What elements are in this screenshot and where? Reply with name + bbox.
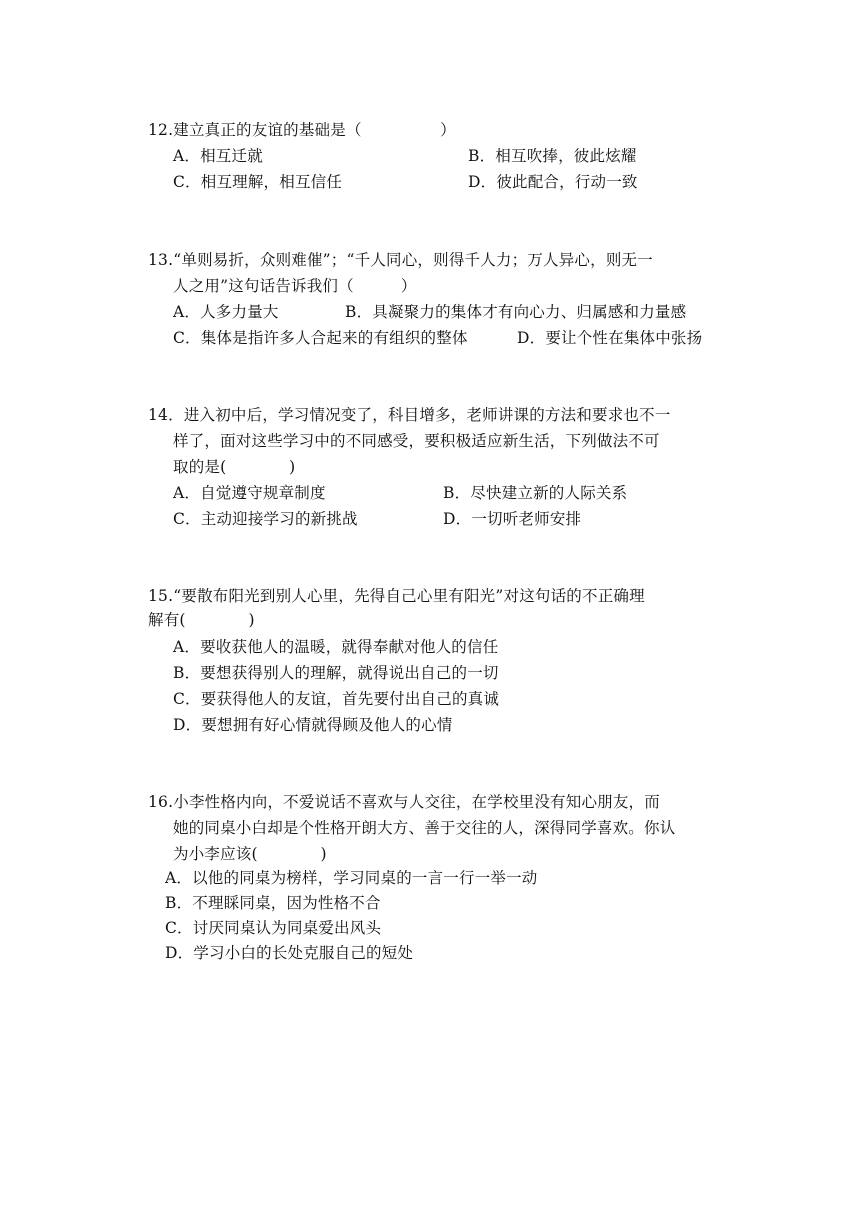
question-14-option-d: D．一切听老师安排 xyxy=(443,510,582,528)
question-12-option-d: D．彼此配合，行动一致 xyxy=(468,173,638,191)
question-15-option-c: C．要获得他人的友谊，首先要付出自己的真诚 xyxy=(173,690,500,708)
question-12-option-c: C．相互理解，相互信任 xyxy=(173,173,343,191)
question-16-option-d: D．学习小白的长处克服自己的短处 xyxy=(165,944,414,962)
question-15-stem-line-1: 15.“要散布阳光到别人心里，先得自己心里有阳光”对这句话的不正确理 xyxy=(148,587,645,605)
question-14-stem-line-1: 14．进入初中后，学习情况变了，科目增多，老师讲课的方法和要求也不一 xyxy=(148,406,671,424)
question-13-option-a: A．人多力量大 xyxy=(173,303,279,321)
question-13-stem-line-2: 人之用”这句话告诉我们（ ） xyxy=(173,277,417,295)
question-16-option-a: A．以他的同桌为榜样，学习同桌的一言一行一举一动 xyxy=(165,869,538,887)
question-14-stem-line-2: 样了，面对这些学习中的不同感受，要积极适应新生活，下列做法不可 xyxy=(173,432,660,450)
question-13-option-d: D．要让个性在集体中张扬 xyxy=(517,329,703,347)
question-13-option-c: C．集体是指许多人合起来的有组织的整体 xyxy=(173,329,468,347)
question-15-option-b: B．要想获得别人的理解，就得说出自己的一切 xyxy=(173,664,499,682)
question-16-option-b: B．不理睬同桌，因为性格不合 xyxy=(165,894,381,912)
question-16-option-c: C．讨厌同桌认为同桌爱出风头 xyxy=(165,919,382,937)
question-16-stem-line-1: 16.小李性格内向，不爱说话不喜欢与人交往，在学校里没有知心朋友，而 xyxy=(148,793,660,811)
question-15-stem-line-2: 解有( ) xyxy=(148,611,255,629)
question-14-stem-line-3: 取的是( ) xyxy=(173,458,296,476)
question-14-option-b: B．尽快建立新的人际关系 xyxy=(443,484,628,502)
question-16-stem-line-3: 为小李应该( ) xyxy=(173,845,327,863)
question-15-option-d: D．要想拥有好心情就得顾及他人的心情 xyxy=(173,716,453,734)
question-15-option-a: A．要收获他人的温暖，就得奉献对他人的信任 xyxy=(173,638,499,656)
question-12-stem-line-1: 12.建立真正的友谊的基础是（ ） xyxy=(148,121,456,139)
question-12-option-b: B．相互吹捧，彼此炫耀 xyxy=(468,147,637,165)
question-16-stem-line-2: 她的同桌小白却是个性格开朗大方、善于交往的人，深得同学喜欢。你认 xyxy=(173,819,676,837)
question-14-option-c: C．主动迎接学习的新挑战 xyxy=(173,510,358,528)
question-14-option-a: A．自觉遵守规章制度 xyxy=(173,484,326,502)
question-13-option-b: B．具凝聚力的集体才有向心力、归属感和力量感 xyxy=(345,303,687,321)
question-12-option-a: A．相互迁就 xyxy=(173,147,263,165)
question-13-stem-line-1: 13.“单则易折，众则难催”；“千人同心，则得千人力；万人异心，则无一 xyxy=(148,251,653,269)
